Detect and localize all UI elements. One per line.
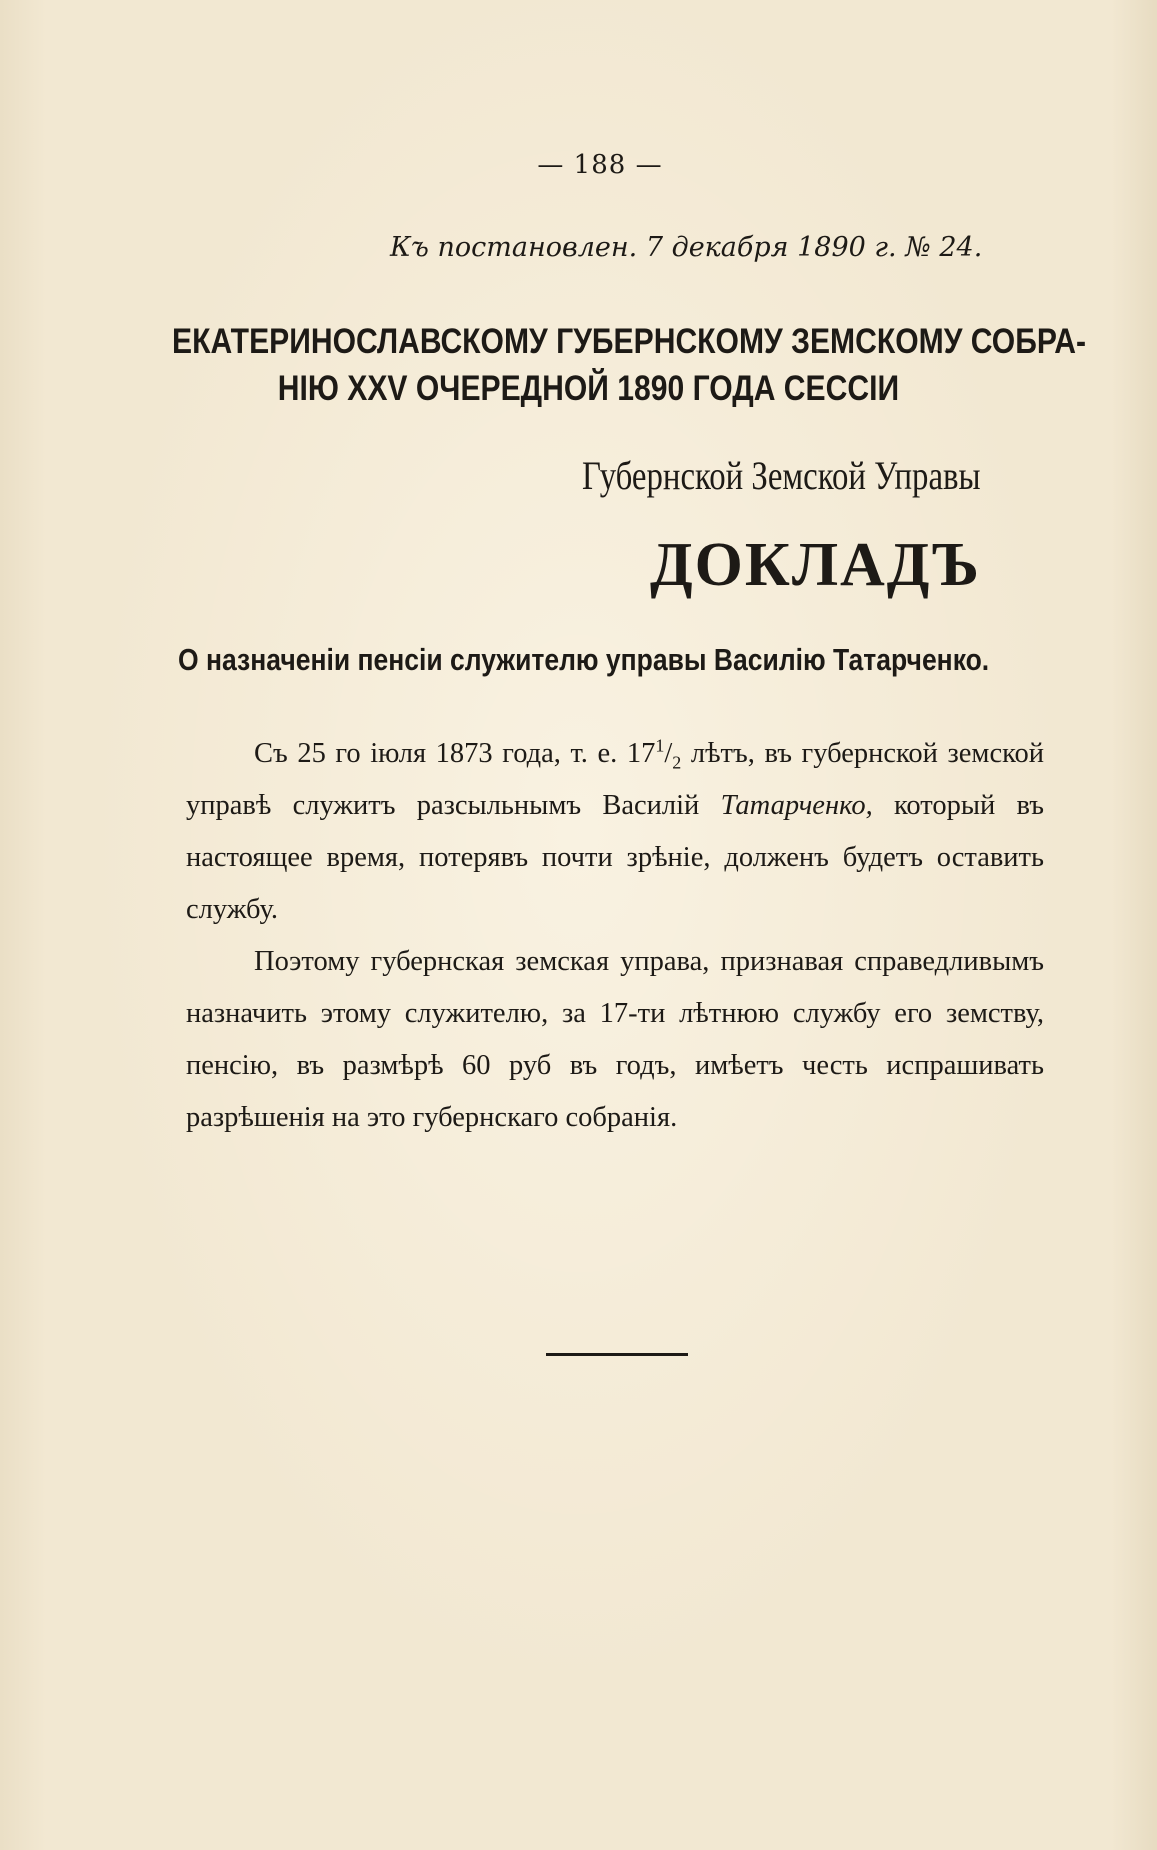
report-body xyxy=(186,728,1044,1144)
paragraph-1-end: который въ настоящее время, потерявъ почти зрѣніе, долженъ будетъ оставить службу. xyxy=(186,790,1044,925)
fraction-slash: / xyxy=(664,738,673,769)
fraction-numerator: 1 xyxy=(655,735,665,756)
addressee-heading-line-1: ЕКАТЕРИНОСЛАВСКОМУ ГУБЕРНСКОМУ ЗЕМСКОМУ СОБРА- xyxy=(172,322,1087,361)
report-title: ДОКЛАДЪ xyxy=(650,531,981,599)
resolution-reference: Къ постановлен. 7 декабря 1890 г. № 24. xyxy=(390,232,983,263)
paragraph-1 xyxy=(186,728,1044,936)
closing-rule xyxy=(546,1353,688,1356)
paragraph-1-middle: лѣтъ, въ губернской земской управѣ служитъ разсыльнымъ Василій xyxy=(186,738,1044,821)
report-subject: О назначеніи пенсіи служителю управы Василію Татарченко. xyxy=(178,642,990,677)
employee-surname: Татарченко, xyxy=(720,790,873,821)
fraction-denominator: 2 xyxy=(672,752,682,773)
addressee-heading-line-2: НІЮ XXV ОЧЕРЕДНОЙ 1890 ГОДА СЕССІИ xyxy=(277,369,900,408)
addressee-heading xyxy=(172,318,1087,412)
page-number: — 188 — xyxy=(537,150,663,180)
paragraph-1-start: Съ 25 го іюля 1873 года, т. е. 17 xyxy=(254,738,656,769)
paragraph-2: Поэтому губернская земская управа, признавая справедливымъ назначить этому служителю, за 17-ти лѣтнюю службу его земству, пенсію, въ размѣрѣ 60 руб въ годъ, имѣетъ честь испрашивать разрѣшенія на это губернскаго собранія. xyxy=(186,946,1044,1133)
board-name: Губернской Земской Управы xyxy=(582,453,981,498)
